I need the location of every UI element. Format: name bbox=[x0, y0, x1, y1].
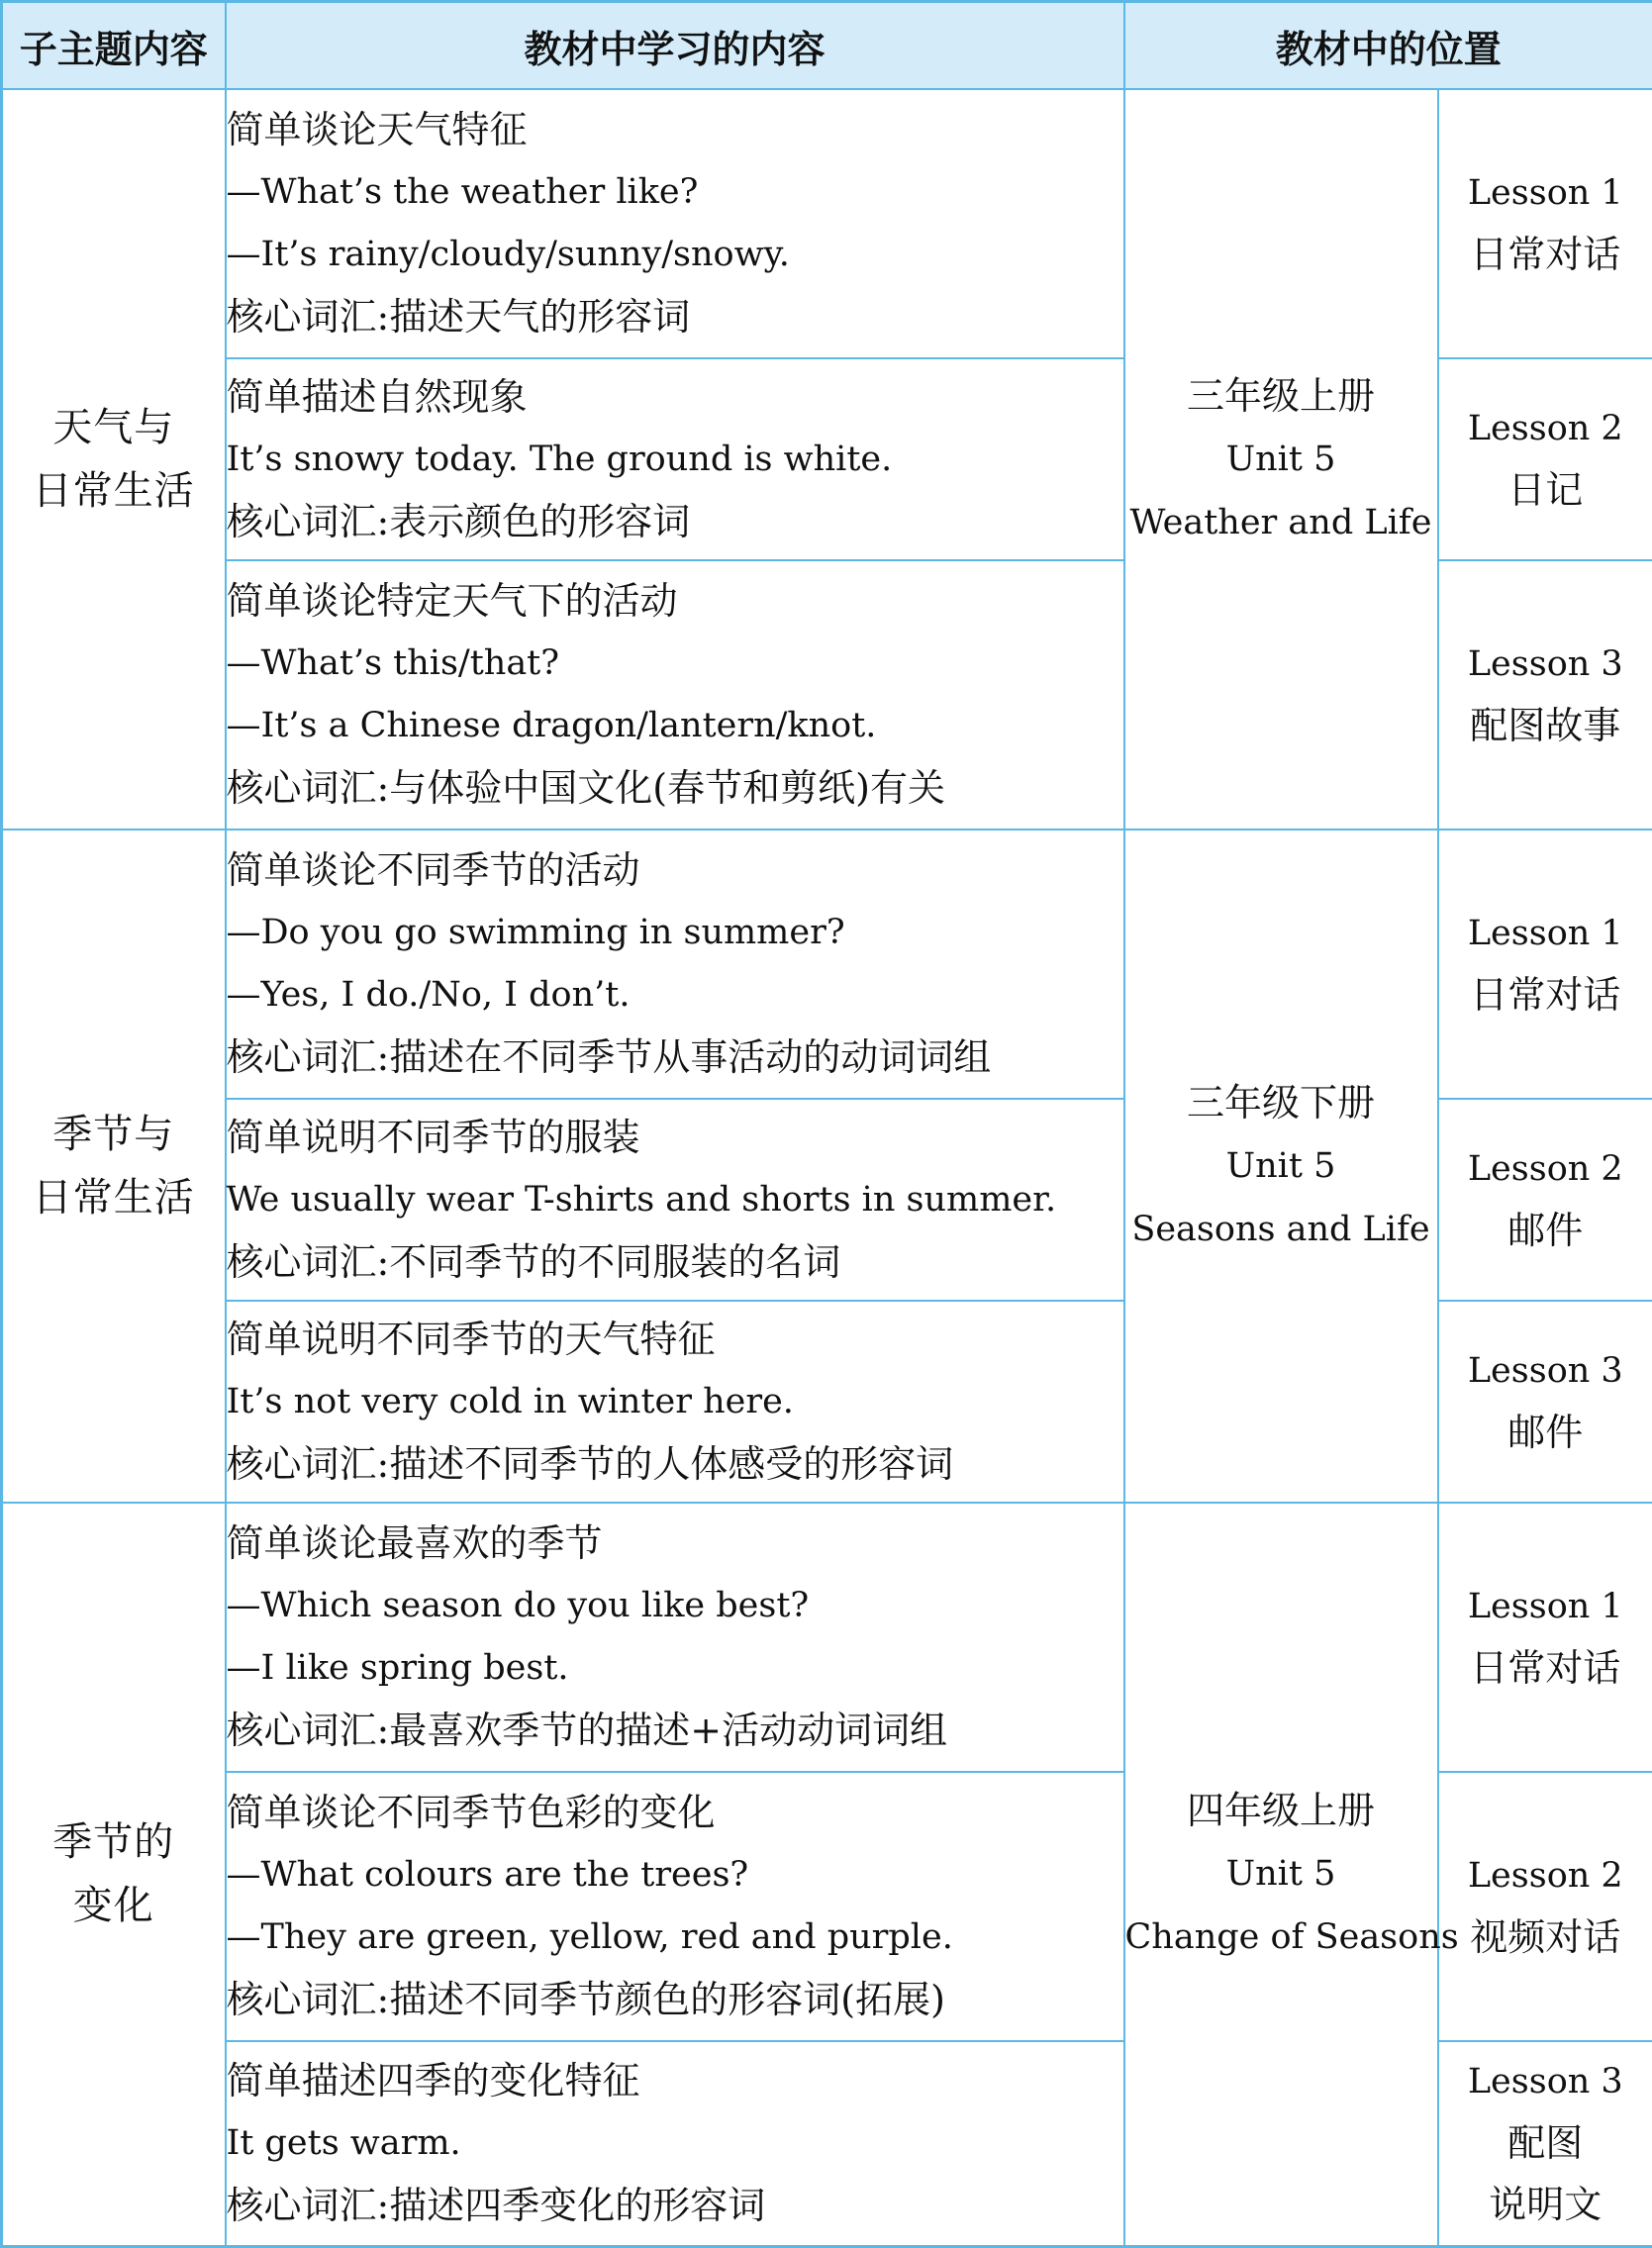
content-example: —What’s the weather like? bbox=[227, 161, 1123, 224]
unit-title: Seasons and Life bbox=[1125, 1198, 1437, 1261]
lesson-cell bbox=[1438, 1503, 1652, 1772]
content-example: It’s snowy today. The ground is white. bbox=[227, 429, 1123, 491]
content-vocab: 核心词汇:描述四季变化的形容词 bbox=[227, 2175, 1123, 2237]
content-heading: 简单谈论天气特征 bbox=[227, 99, 1123, 161]
content-example: —What colours are the trees? bbox=[227, 1844, 1123, 1906]
content-vocab: 核心词汇:不同季节的不同服装的名词 bbox=[227, 1231, 1123, 1294]
subtopic-text: 变化 bbox=[3, 1874, 225, 1937]
lesson-type: 邮件 bbox=[1439, 1200, 1652, 1261]
content-vocab: 核心词汇:最喜欢季节的描述+活动动词词组 bbox=[227, 1700, 1123, 1762]
content-heading: 简单描述自然现象 bbox=[227, 366, 1123, 429]
content-example: —Do you go swimming in summer? bbox=[227, 902, 1123, 964]
lesson-type: 视频对话 bbox=[1439, 1906, 1652, 1968]
subtopic-text: 季节的 bbox=[3, 1810, 225, 1874]
content-example: —It’s a Chinese dragon/lantern/knot. bbox=[227, 695, 1123, 757]
lesson-number: Lesson 3 bbox=[1439, 634, 1652, 695]
lesson-cell bbox=[1438, 560, 1652, 830]
table-row bbox=[2, 1503, 1652, 1772]
subtopic-text: 天气与 bbox=[3, 396, 225, 459]
table-row bbox=[2, 830, 1652, 1099]
lesson-cell bbox=[1438, 358, 1652, 560]
unit-title: Weather and Life bbox=[1125, 491, 1437, 554]
unit-cell bbox=[1124, 830, 1438, 1503]
unit-title: Change of Seasons bbox=[1125, 1906, 1437, 1969]
lesson-number: Lesson 3 bbox=[1439, 2051, 1652, 2112]
lesson-cell bbox=[1438, 1099, 1652, 1301]
lesson-type: 日常对话 bbox=[1439, 964, 1652, 1026]
lesson-cell bbox=[1438, 89, 1652, 358]
lesson-number: Lesson 2 bbox=[1439, 398, 1652, 459]
content-cell bbox=[226, 560, 1124, 830]
subtopic-text: 日常生活 bbox=[3, 1166, 225, 1229]
content-cell bbox=[226, 1099, 1124, 1301]
content-example: It gets warm. bbox=[227, 2112, 1123, 2175]
lesson-number: Lesson 2 bbox=[1439, 1138, 1652, 1200]
lesson-number: Lesson 2 bbox=[1439, 1845, 1652, 1906]
content-vocab: 核心词汇:描述不同季节颜色的形容词(拓展) bbox=[227, 1969, 1123, 2031]
lesson-cell bbox=[1438, 1772, 1652, 2041]
subtopic-text: 季节与 bbox=[3, 1103, 225, 1166]
content-cell bbox=[226, 89, 1124, 358]
content-heading: 简单谈论不同季节色彩的变化 bbox=[227, 1782, 1123, 1844]
content-cell bbox=[226, 358, 1124, 560]
header-row bbox=[2, 2, 1652, 90]
header-subtopic: 子主题内容 bbox=[2, 2, 226, 90]
table-row bbox=[2, 89, 1652, 358]
lesson-type: 日常对话 bbox=[1439, 1637, 1652, 1699]
content-example: —I like spring best. bbox=[227, 1637, 1123, 1700]
content-cell bbox=[226, 830, 1124, 1099]
content-cell bbox=[226, 2041, 1124, 2246]
content-heading: 简单谈论特定天气下的活动 bbox=[227, 570, 1123, 633]
content-heading: 简单描述四季的变化特征 bbox=[227, 2050, 1123, 2112]
unit-cell bbox=[1124, 1503, 1438, 2246]
content-example: —Yes, I do./No, I don’t. bbox=[227, 964, 1123, 1026]
content-vocab: 核心词汇:描述在不同季节从事活动的动词词组 bbox=[227, 1026, 1123, 1089]
subtopic-cell bbox=[2, 1503, 226, 2246]
content-example: —They are green, yellow, red and purple. bbox=[227, 1906, 1123, 1969]
unit-grade: 四年级上册 bbox=[1125, 1779, 1437, 1842]
content-heading: 简单说明不同季节的天气特征 bbox=[227, 1309, 1123, 1371]
content-vocab: 核心词汇:描述天气的形容词 bbox=[227, 286, 1123, 348]
lesson-type: 邮件 bbox=[1439, 1402, 1652, 1463]
content-heading: 简单说明不同季节的服装 bbox=[227, 1107, 1123, 1169]
lesson-type: 日记 bbox=[1439, 459, 1652, 521]
content-vocab: 核心词汇:描述不同季节的人体感受的形容词 bbox=[227, 1433, 1123, 1496]
lesson-type: 说明文 bbox=[1439, 2174, 1652, 2235]
content-example: We usually wear T-shirts and shorts in summer. bbox=[227, 1169, 1123, 1231]
content-heading: 简单谈论最喜欢的季节 bbox=[227, 1513, 1123, 1575]
lesson-cell bbox=[1438, 1301, 1652, 1503]
unit-number: Unit 5 bbox=[1125, 1842, 1437, 1906]
lesson-type: 配图故事 bbox=[1439, 695, 1652, 756]
lesson-number: Lesson 1 bbox=[1439, 1576, 1652, 1637]
lesson-number: Lesson 3 bbox=[1439, 1340, 1652, 1402]
content-cell bbox=[226, 1301, 1124, 1503]
subtopic-cell bbox=[2, 89, 226, 830]
unit-grade: 三年级上册 bbox=[1125, 364, 1437, 428]
content-cell bbox=[226, 1503, 1124, 1772]
unit-number: Unit 5 bbox=[1125, 428, 1437, 491]
header-location: 教材中的位置 bbox=[1124, 2, 1652, 90]
unit-cell bbox=[1124, 89, 1438, 830]
content-example: —Which season do you like best? bbox=[227, 1575, 1123, 1637]
lesson-number: Lesson 1 bbox=[1439, 903, 1652, 964]
unit-grade: 三年级下册 bbox=[1125, 1071, 1437, 1134]
content-example: —It’s rainy/cloudy/sunny/snowy. bbox=[227, 224, 1123, 286]
content-vocab: 核心词汇:与体验中国文化(春节和剪纸)有关 bbox=[227, 757, 1123, 820]
content-heading: 简单谈论不同季节的活动 bbox=[227, 839, 1123, 902]
unit-number: Unit 5 bbox=[1125, 1134, 1437, 1198]
content-vocab: 核心词汇:表示颜色的形容词 bbox=[227, 491, 1123, 553]
content-example: It’s not very cold in winter here. bbox=[227, 1371, 1123, 1433]
subtopic-text: 日常生活 bbox=[3, 459, 225, 523]
lesson-type: 日常对话 bbox=[1439, 224, 1652, 285]
content-cell bbox=[226, 1772, 1124, 2041]
header-content: 教材中学习的内容 bbox=[226, 2, 1124, 90]
lesson-cell bbox=[1438, 830, 1652, 1099]
lesson-number: Lesson 1 bbox=[1439, 162, 1652, 224]
content-example: —What’s this/that? bbox=[227, 633, 1123, 695]
subtopic-cell bbox=[2, 830, 226, 1503]
lesson-type: 配图 bbox=[1439, 2112, 1652, 2174]
lesson-cell bbox=[1438, 2041, 1652, 2246]
